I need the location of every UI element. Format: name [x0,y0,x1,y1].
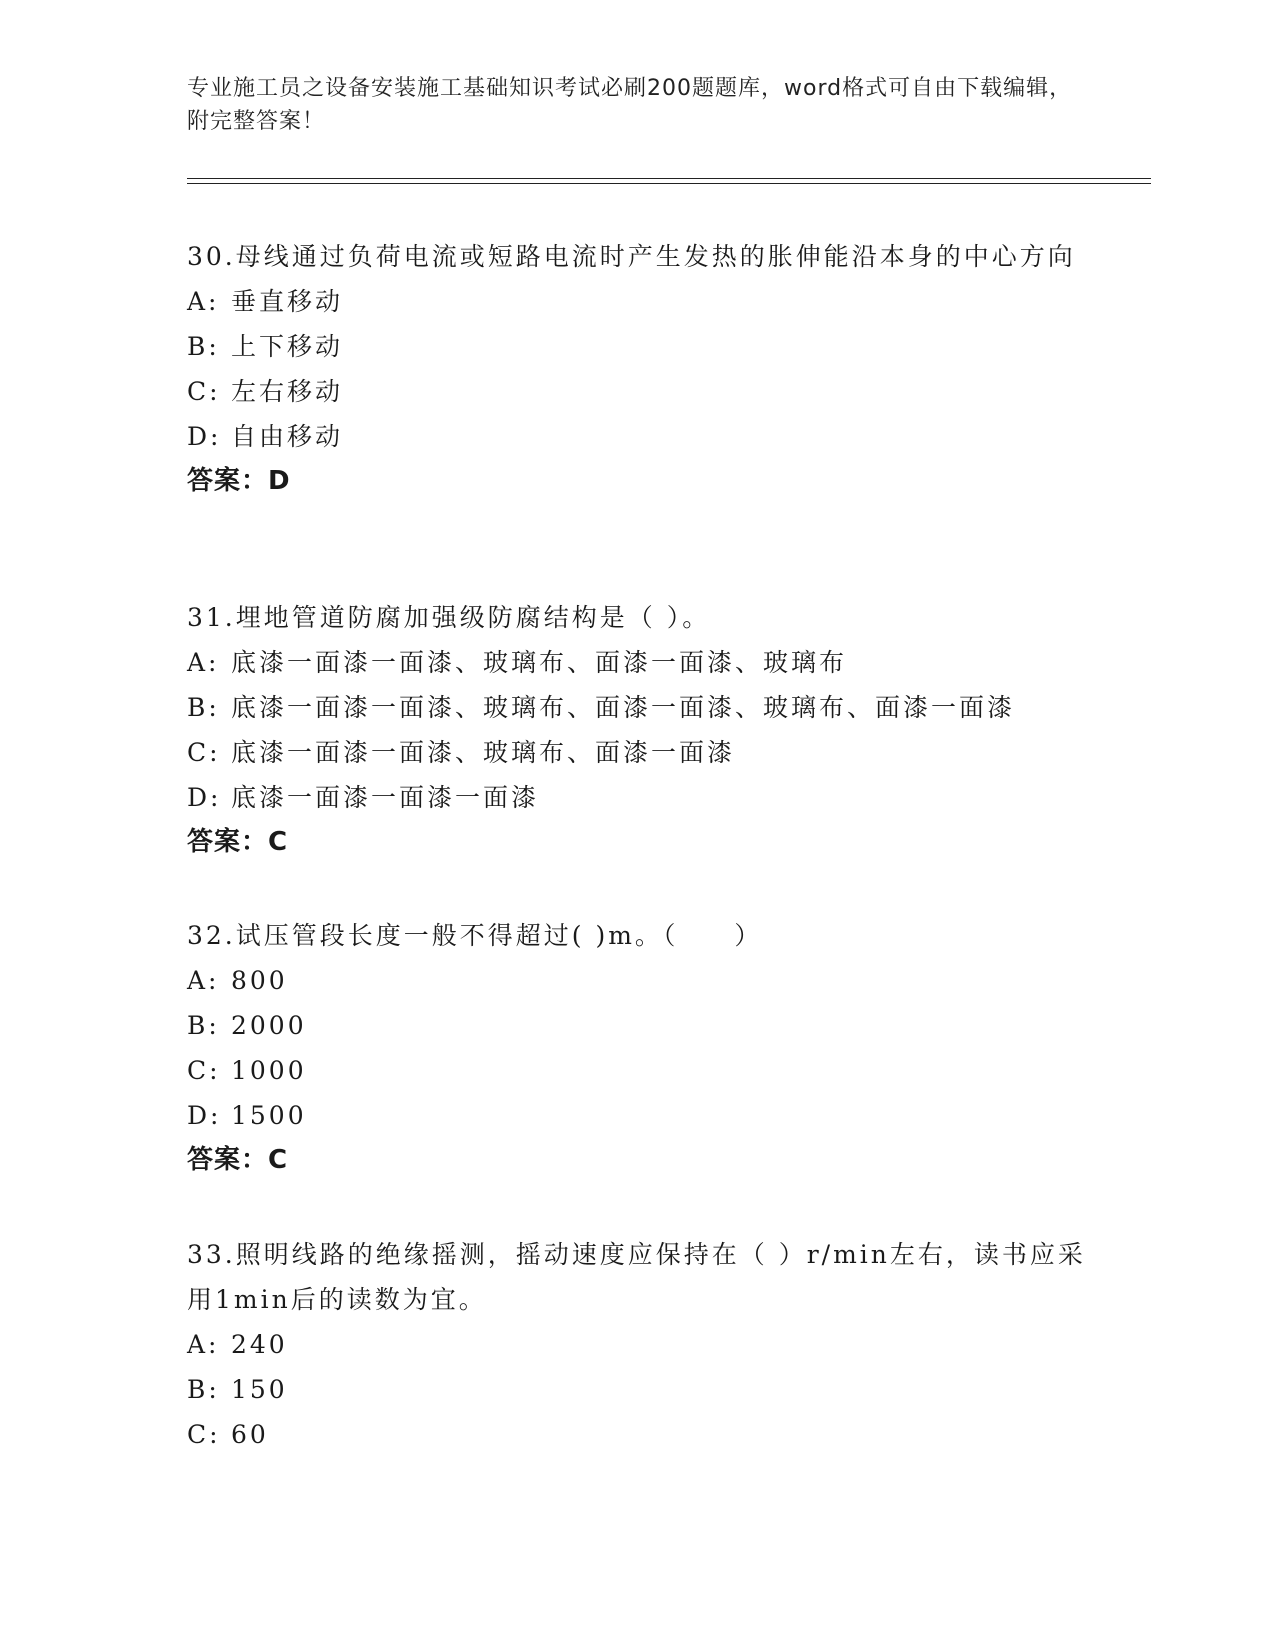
option-c [187,1048,1087,1093]
option-label: A: [187,648,220,677]
option-label: B: [187,1011,220,1040]
option-c [187,369,1087,414]
option-text: 垂直移动 [231,287,344,316]
answer: 答案：C [187,827,289,857]
question-stem: 31.埋地管道防腐加强级防腐结构是（ ）。 [187,603,711,632]
option-d [187,414,1087,459]
option-text: 自由移动 [231,422,344,451]
option-text: 800 [231,966,288,995]
option-text: 底漆一面漆一面漆一面漆 [231,783,540,812]
question-33 [187,1232,1087,1457]
document-header: 专业施工员之设备安装施工基础知识考试必刷200题题库，word格式可自由下载编辑，附完整答案！ [187,76,1073,134]
option-text: 上下移动 [231,332,344,361]
option-label: C: [187,377,221,406]
option-b [187,685,1087,730]
option-text: 底漆一面漆一面漆、玻璃布、面漆一面漆、玻璃布、面漆一面漆 [231,693,1016,722]
option-d [187,775,1087,820]
option-label: B: [187,693,220,722]
option-text: 1500 [231,1101,307,1130]
option-label: A: [187,1330,220,1359]
question-32 [187,913,1087,1183]
option-text: 1000 [231,1056,307,1085]
option-label: D: [187,422,222,451]
option-a [187,279,1087,324]
question-stem: 33.照明线路的绝缘摇测，摇动速度应保持在（ ）r/min左右，读书应采用1min后的读数为宜。 [187,1240,1086,1314]
option-label: C: [187,1420,221,1449]
option-b [187,1367,1087,1412]
answer: 答案：D [187,466,291,496]
option-a [187,958,1087,1003]
option-a [187,640,1087,685]
option-text: 60 [231,1420,269,1449]
option-text: 240 [231,1330,288,1359]
option-c [187,1412,1087,1457]
question-31 [187,595,1087,865]
option-label: B: [187,1375,220,1404]
option-label: D: [187,783,222,812]
option-b [187,1003,1087,1048]
header-divider-top [187,178,1151,179]
question-stem: 30.母线通过负荷电流或短路电流时产生发热的胀伸能沿本身的中心方向 [187,242,1076,271]
option-d [187,1093,1087,1138]
option-label: B: [187,332,220,361]
option-text: 左右移动 [231,377,344,406]
option-c [187,730,1087,775]
question-stem: 32.试压管段长度一般不得超过( )m。（ ） [187,921,763,950]
question-30 [187,234,1087,504]
option-label: C: [187,1056,221,1085]
answer: 答案：C [187,1145,289,1175]
option-text: 底漆一面漆一面漆、玻璃布、面漆一面漆、玻璃布 [231,648,848,677]
option-text: 150 [231,1375,288,1404]
option-label: A: [187,966,220,995]
option-a [187,1322,1087,1367]
header-divider-bottom [187,183,1151,184]
option-text: 底漆一面漆一面漆、玻璃布、面漆一面漆 [231,738,736,767]
option-label: D: [187,1101,222,1130]
option-label: A: [187,287,220,316]
option-text: 2000 [231,1011,307,1040]
option-b [187,324,1087,369]
option-label: C: [187,738,221,767]
